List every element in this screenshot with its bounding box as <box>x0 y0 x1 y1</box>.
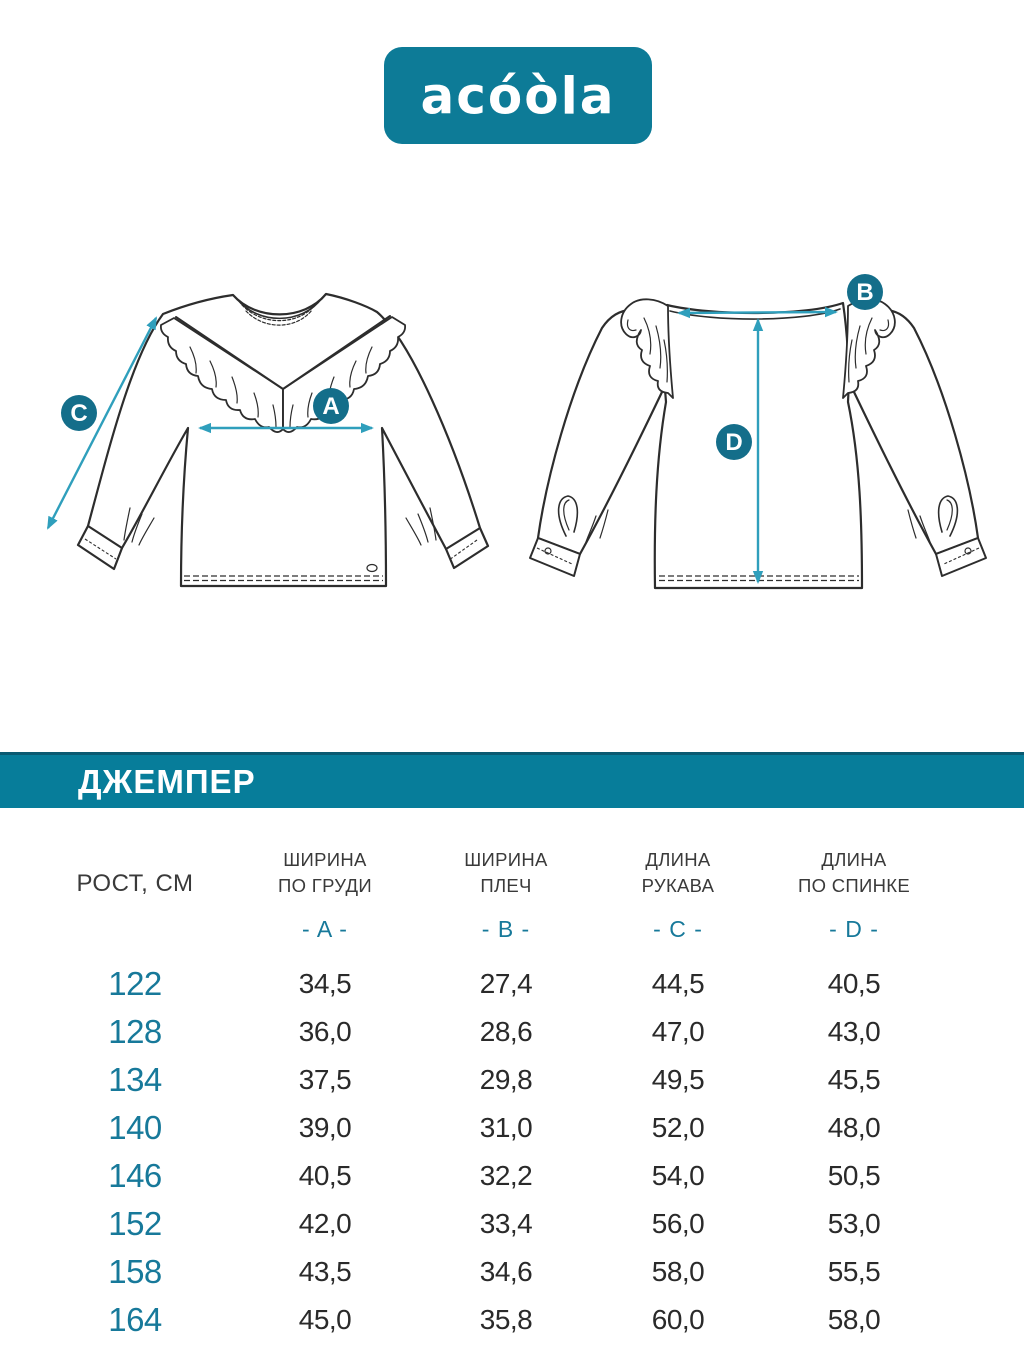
column-letter-b: - B - <box>481 915 531 942</box>
header-line: ПО СПИНКЕ <box>798 875 910 897</box>
table-row <box>40 1056 984 1104</box>
height-value: 128 <box>108 1013 162 1050</box>
header-line: РУКАВА <box>641 875 715 897</box>
column-header-height: РОСТ, СМ <box>76 870 194 897</box>
brand-logo-text: acóòla <box>420 65 616 126</box>
size-table <box>40 840 984 1344</box>
sleeve-value: 49,5 <box>651 1064 705 1095</box>
height-value: 146 <box>108 1157 162 1194</box>
height-value: 152 <box>108 1205 162 1242</box>
chest-value: 39,0 <box>298 1112 352 1143</box>
shoulders-value: 34,6 <box>479 1256 533 1287</box>
chest-value: 43,5 <box>298 1256 352 1287</box>
product-title: ДЖЕМПЕР <box>78 762 256 800</box>
column-letter-d: - D - <box>829 915 879 942</box>
sleeve-value: 47,0 <box>651 1016 705 1047</box>
marker-c-label: C <box>70 400 88 427</box>
back-value: 43,0 <box>827 1016 881 1047</box>
shoulders-value: 27,4 <box>479 968 533 999</box>
marker-b <box>847 274 883 310</box>
back-value: 40,5 <box>827 968 881 999</box>
shoulders-value: 31,0 <box>479 1112 533 1143</box>
sleeve-value: 60,0 <box>651 1304 705 1335</box>
chest-value: 36,0 <box>298 1016 352 1047</box>
column-letter-a: - A - <box>302 915 348 942</box>
sleeve-value: 54,0 <box>651 1160 705 1191</box>
shoulders-value: 35,8 <box>479 1304 533 1335</box>
chest-value: 42,0 <box>298 1208 352 1239</box>
sleeve-value: 58,0 <box>651 1256 705 1287</box>
column-header-shoulders <box>420 847 592 900</box>
marker-c <box>61 395 97 431</box>
height-value: 140 <box>108 1109 162 1146</box>
marker-a-label: A <box>322 393 340 420</box>
back-value: 58,0 <box>827 1304 881 1335</box>
back-value: 48,0 <box>827 1112 881 1143</box>
front-view-drawing <box>28 268 533 613</box>
back-value: 53,0 <box>827 1208 881 1239</box>
height-value: 158 <box>108 1253 162 1290</box>
product-title-banner <box>0 752 1024 808</box>
table-row <box>40 960 984 1008</box>
table-row <box>40 1104 984 1152</box>
table-letter-row <box>40 906 984 952</box>
height-value: 134 <box>108 1061 162 1098</box>
measure-arrow-b <box>679 312 836 313</box>
marker-d <box>716 424 752 460</box>
table-body <box>40 960 984 1344</box>
table-row <box>40 1008 984 1056</box>
column-header-sleeve <box>592 847 764 900</box>
back-value: 45,5 <box>827 1064 881 1095</box>
header-line: ПЛЕЧ <box>480 875 532 897</box>
table-row <box>40 1296 984 1344</box>
table-header-row <box>40 840 984 900</box>
column-header-back <box>764 847 944 900</box>
marker-a <box>313 388 349 424</box>
height-value: 164 <box>108 1301 162 1338</box>
chest-value: 40,5 <box>298 1160 352 1191</box>
column-letter-c: - C - <box>653 915 703 942</box>
back-value: 50,5 <box>827 1160 881 1191</box>
height-value: 122 <box>108 965 162 1002</box>
header-line: ШИРИНА <box>464 849 548 871</box>
sleeve-value: 52,0 <box>651 1112 705 1143</box>
shoulders-value: 32,2 <box>479 1160 533 1191</box>
header-line: ДЛИНА <box>645 849 711 871</box>
header-line: ДЛИНА <box>821 849 887 871</box>
front-garment-outline <box>78 294 488 586</box>
chest-value: 37,5 <box>298 1064 352 1095</box>
shoulders-value: 33,4 <box>479 1208 533 1239</box>
column-header-chest <box>230 847 420 900</box>
shoulders-value: 29,8 <box>479 1064 533 1095</box>
header-line: ШИРИНА <box>283 849 367 871</box>
chest-value: 34,5 <box>298 968 352 999</box>
table-row <box>40 1152 984 1200</box>
marker-d-label: D <box>725 429 743 456</box>
sleeve-value: 56,0 <box>651 1208 705 1239</box>
back-value: 55,5 <box>827 1256 881 1287</box>
brand-logo <box>384 47 652 144</box>
chest-value: 45,0 <box>298 1304 352 1335</box>
back-view-drawing <box>512 268 1012 613</box>
sleeve-value: 44,5 <box>651 968 705 999</box>
table-row <box>40 1248 984 1296</box>
header-line: ПО ГРУДИ <box>278 875 372 897</box>
table-row <box>40 1200 984 1248</box>
shoulders-value: 28,6 <box>479 1016 533 1047</box>
marker-b-label: B <box>856 279 874 306</box>
